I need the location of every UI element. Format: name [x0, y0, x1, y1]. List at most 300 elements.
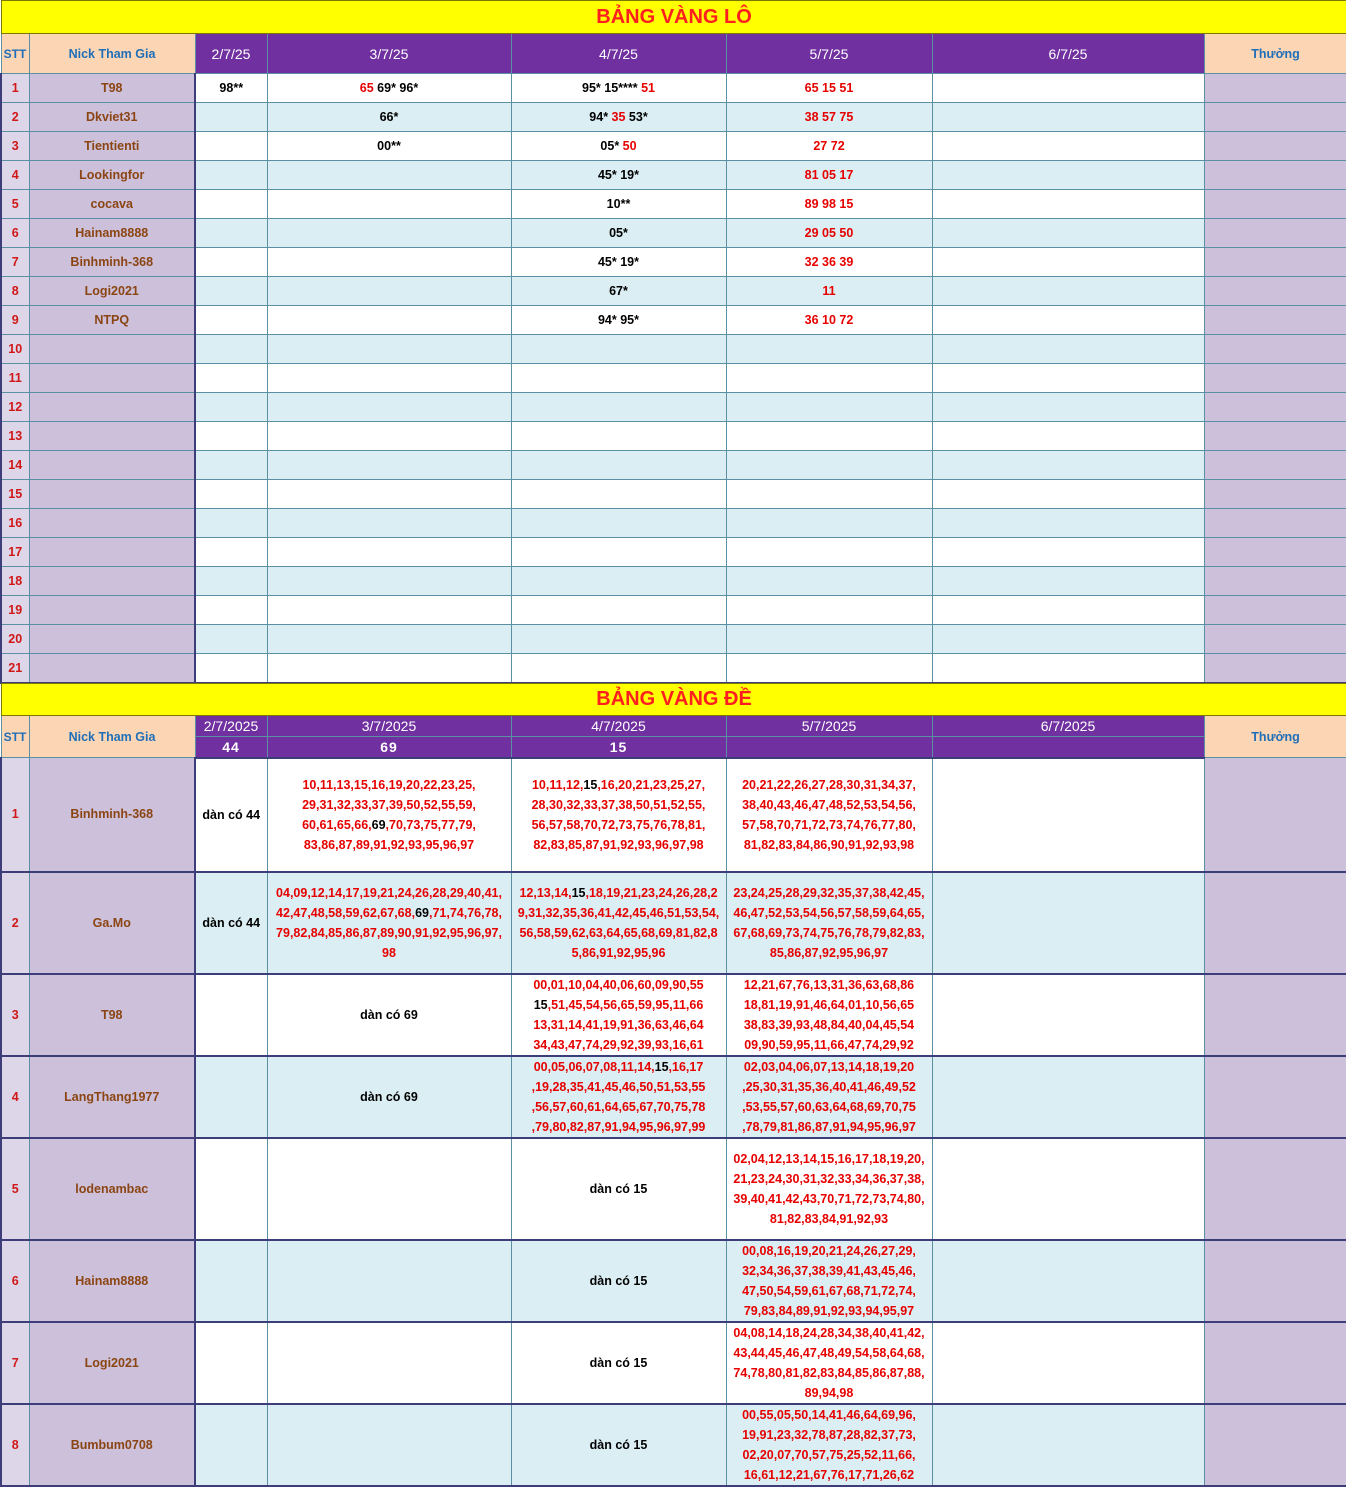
lo-entry-date-5: [932, 625, 1204, 654]
nick-name: lodenambac: [29, 1138, 195, 1240]
lo-entry-date-5: [932, 538, 1204, 567]
nick-name: [29, 364, 195, 393]
lo-entry-date-5: [932, 509, 1204, 538]
cell-text: 15: [654, 1059, 669, 1074]
lo-entry-date-1: [195, 306, 267, 335]
lo-entry-date-2: [267, 364, 511, 393]
lo-entry-date-5: [932, 306, 1204, 335]
lo-entry-date-3: [511, 393, 726, 422]
prize-cell: [1204, 509, 1346, 538]
cell-text: 28,30,32,33,37,38,50,51,52,55,: [531, 797, 706, 812]
lo-entry-date-4: [726, 277, 932, 306]
de-entry-date-1: [195, 1138, 267, 1240]
cell-text: ,53,55,57,60,63,64,68,69,70,75: [742, 1099, 916, 1114]
nick-name: [29, 422, 195, 451]
lo-entry-date-4: [726, 248, 932, 277]
lo-entry-date-4: [726, 335, 932, 364]
lo-entry-date-2: [267, 596, 511, 625]
nick-name: [29, 451, 195, 480]
lo-entry-date-1: [195, 364, 267, 393]
de-entry-date-4: [726, 974, 932, 1056]
cell-text: 47,50,54,59,61,67,68,71,72,74,: [742, 1283, 916, 1298]
lo-entry-date-5: [932, 219, 1204, 248]
lo-entry-date-4: [726, 596, 932, 625]
lo-entry-date-1: [195, 567, 267, 596]
nick-name: Logi2021: [29, 1322, 195, 1404]
prize-cell: [1204, 132, 1346, 161]
cell-text: 29,31,32,33,37,39,50,52,55,59,: [302, 797, 476, 812]
cell-text: 65 15 51: [804, 81, 854, 95]
cell-text: 05*: [609, 226, 628, 240]
cell-text: 20,21,22,26,27,28,30,31,34,37,: [742, 777, 916, 792]
nick-name: [29, 480, 195, 509]
lo-entry-date-4: [726, 190, 932, 219]
prize-cell: [1204, 306, 1346, 335]
prize-cell: [1204, 567, 1346, 596]
row-number: 5: [1, 1138, 29, 1240]
prize-cell: [1204, 596, 1346, 625]
cell-text: 5,86,91,92,95,96: [571, 945, 666, 960]
cell-text: 15: [571, 885, 586, 900]
nick-name: Ga.Mo: [29, 872, 195, 974]
cell-text: 69: [415, 905, 429, 920]
de-entry-date-5: [932, 1322, 1204, 1404]
nick-name: Dkviet31: [29, 103, 195, 132]
de-row: [1, 758, 1346, 872]
de-entry-date-5: [932, 1240, 1204, 1322]
cell-text: dàn có 15: [589, 1273, 648, 1288]
cell-text: 02,20,07,70,57,75,25,52,11,66,: [742, 1447, 916, 1462]
de-result-4: [726, 737, 932, 758]
row-number: 6: [1, 219, 29, 248]
lo-entry-date-1: [195, 132, 267, 161]
de-header-date-2: 3/7/2025: [267, 716, 511, 737]
de-entry-date-3: [511, 1138, 726, 1240]
de-entry-date-5: [932, 872, 1204, 974]
lo-entry-date-2: [267, 625, 511, 654]
de-result-3: 15: [511, 737, 726, 758]
prize-cell: [1204, 364, 1346, 393]
lo-entry-date-4: [726, 306, 932, 335]
lo-entry-date-4: [726, 538, 932, 567]
lo-entry-date-1: [195, 190, 267, 219]
nick-name: Tientienti: [29, 132, 195, 161]
lo-entry-date-4: [726, 161, 932, 190]
de-entry-date-4: [726, 1322, 932, 1404]
de-row: [1, 1404, 1346, 1486]
lo-entry-date-2: [267, 248, 511, 277]
lo-entry-date-3: [511, 248, 726, 277]
row-number: 2: [1, 103, 29, 132]
cell-text: 89,94,98: [804, 1385, 854, 1400]
cell-text: 79,82,84,85,86,87,89,90,91,92,95,96,97,: [276, 925, 502, 940]
cell-text: 15: [533, 997, 548, 1012]
row-number: 2: [1, 872, 29, 974]
prize-cell: [1204, 538, 1346, 567]
cell-text: 56,57,58,70,72,73,75,76,78,81,: [531, 817, 706, 832]
cell-text: ,78,79,81,86,87,91,94,95,96,97: [742, 1119, 916, 1134]
cell-text: 56,58,59,62,63,64,65,68,69,81,82,8: [519, 925, 718, 940]
de-result-2: 69: [267, 737, 511, 758]
de-entry-date-1: [195, 758, 267, 872]
lo-row: [1, 393, 1346, 422]
cell-text: 69* 96*: [373, 81, 419, 95]
lo-entry-date-5: [932, 74, 1204, 103]
lo-entry-date-5: [932, 393, 1204, 422]
prize-cell: [1204, 654, 1346, 683]
cell-text: 85,86,87,92,95,96,97: [769, 945, 889, 960]
cell-text: 66*: [379, 110, 399, 124]
de-entry-date-2: [267, 758, 511, 872]
de-entry-date-1: [195, 872, 267, 974]
lo-entry-date-2: [267, 132, 511, 161]
lo-entry-date-4: [726, 654, 932, 683]
cell-text: 60,61,65,66,: [302, 817, 372, 832]
cell-text: ,79,80,82,87,91,94,95,96,97,99: [531, 1119, 706, 1134]
cell-text: 67,68,69,73,74,75,76,78,79,82,83,: [733, 925, 925, 940]
cell-text: 69: [371, 817, 386, 832]
cell-text: 43,44,45,46,47,48,49,54,58,64,68,: [733, 1345, 925, 1360]
de-header-prize: Thưởng: [1204, 716, 1346, 758]
row-number: 8: [1, 1404, 29, 1486]
lo-entry-date-3: [511, 132, 726, 161]
de-title: BẢNG VÀNG ĐỀ: [1, 684, 1346, 716]
prize-cell: [1204, 161, 1346, 190]
lo-row: [1, 364, 1346, 393]
cell-text: 00,01,10,04,40,06,60,09,90,55: [533, 977, 704, 992]
cell-text: 36 10 72: [804, 313, 854, 327]
de-entry-date-3: [511, 758, 726, 872]
lo-entry-date-4: [726, 219, 932, 248]
de-row: [1, 974, 1346, 1056]
lo-row: [1, 335, 1346, 364]
cell-text: 42,47,48,58,59,62,67,68,: [276, 905, 416, 920]
row-number: 11: [1, 364, 29, 393]
lo-row: [1, 654, 1346, 683]
prize-cell: [1204, 1404, 1346, 1486]
lo-entry-date-1: [195, 451, 267, 480]
lo-row: [1, 480, 1346, 509]
prize-cell: [1204, 277, 1346, 306]
de-entry-date-2: [267, 1138, 511, 1240]
de-entry-date-5: [932, 758, 1204, 872]
de-entry-date-3: [511, 872, 726, 974]
cell-text: 45* 19*: [597, 168, 639, 182]
cell-text: 39,40,41,42,43,70,71,72,73,74,80,: [733, 1191, 925, 1206]
prize-cell: [1204, 1322, 1346, 1404]
lo-entry-date-4: [726, 625, 932, 654]
cell-text: 50: [622, 139, 637, 153]
prize-cell: [1204, 974, 1346, 1056]
nick-name: [29, 538, 195, 567]
lo-entry-date-1: [195, 654, 267, 683]
lo-table: [0, 0, 1346, 684]
de-entry-date-2: [267, 1404, 511, 1486]
cell-text: 16,61,12,21,67,76,17,71,26,62: [743, 1467, 915, 1482]
lo-row: [1, 509, 1346, 538]
lo-header-prize: Thưởng: [1204, 34, 1346, 74]
lo-entry-date-3: [511, 306, 726, 335]
cell-text: 29 05 50: [804, 226, 854, 240]
de-entry-date-1: [195, 1056, 267, 1138]
cell-text: 00,55,05,50,14,41,46,64,69,96,: [742, 1407, 916, 1422]
lo-entry-date-1: [195, 480, 267, 509]
cell-text: dàn có 69: [360, 1007, 418, 1022]
lo-entry-date-1: [195, 277, 267, 306]
de-entry-date-5: [932, 974, 1204, 1056]
lo-row: [1, 248, 1346, 277]
cell-text: 00,05,06,07,08,11,14,: [533, 1059, 655, 1074]
de-entry-date-4: [726, 1056, 932, 1138]
cell-text: dàn có 44: [202, 915, 261, 930]
row-number: 4: [1, 1056, 29, 1138]
lo-entry-date-1: [195, 625, 267, 654]
de-entry-date-5: [932, 1404, 1204, 1486]
lo-entry-date-3: [511, 364, 726, 393]
lo-row: [1, 74, 1346, 103]
lo-entry-date-1: [195, 74, 267, 103]
lo-title: BẢNG VÀNG LÔ: [1, 1, 1346, 34]
lo-entry-date-1: [195, 219, 267, 248]
lo-entry-date-3: [511, 509, 726, 538]
cell-text: 38,83,39,93,48,84,40,04,45,54: [743, 1017, 915, 1032]
row-number: 8: [1, 277, 29, 306]
prize-cell: [1204, 451, 1346, 480]
de-header-nick: Nick Tham Gia: [29, 716, 195, 758]
row-number: 3: [1, 974, 29, 1056]
de-result-5: [932, 737, 1204, 758]
lo-entry-date-3: [511, 335, 726, 364]
row-number: 21: [1, 654, 29, 683]
cell-text: 38 57 75: [804, 110, 854, 124]
lo-entry-date-3: [511, 190, 726, 219]
lo-entry-date-4: [726, 103, 932, 132]
nick-name: Lookingfor: [29, 161, 195, 190]
cell-text: 12,21,67,76,13,31,36,63,68,86: [743, 977, 915, 992]
nick-name: Binhminh-368: [29, 248, 195, 277]
row-number: 6: [1, 1240, 29, 1322]
de-header-date-4: 5/7/2025: [726, 716, 932, 737]
de-entry-date-4: [726, 872, 932, 974]
cell-text: 79,83,84,89,91,92,93,94,95,97: [743, 1303, 915, 1318]
cell-text: 02,03,04,06,07,13,14,18,19,20: [743, 1059, 915, 1074]
lo-entry-date-2: [267, 161, 511, 190]
lo-entry-date-3: [511, 625, 726, 654]
lo-row: [1, 190, 1346, 219]
prize-cell: [1204, 1240, 1346, 1322]
lo-entry-date-1: [195, 335, 267, 364]
lo-entry-date-3: [511, 596, 726, 625]
cell-text: dàn có 15: [589, 1355, 648, 1370]
de-entry-date-1: [195, 1322, 267, 1404]
cell-text: 04,09,12,14,17,19,21,24,26,28,29,40,41,: [276, 885, 502, 900]
cell-text: ,16,17: [668, 1059, 704, 1074]
nick-name: T98: [29, 974, 195, 1056]
nick-name: Binhminh-368: [29, 758, 195, 872]
prize-cell: [1204, 335, 1346, 364]
lo-entry-date-5: [932, 364, 1204, 393]
prize-cell: [1204, 103, 1346, 132]
lo-entry-date-5: [932, 654, 1204, 683]
lo-entry-date-4: [726, 509, 932, 538]
cell-text: 65: [359, 81, 374, 95]
cell-text: 00,08,16,19,20,21,24,26,27,29,: [742, 1243, 916, 1258]
prize-cell: [1204, 393, 1346, 422]
prize-cell: [1204, 480, 1346, 509]
prize-cell: [1204, 190, 1346, 219]
row-number: 7: [1, 1322, 29, 1404]
lo-entry-date-2: [267, 538, 511, 567]
cell-text: ,71,74,76,78,: [428, 905, 502, 920]
lo-entry-date-2: [267, 335, 511, 364]
cell-text: 35: [611, 110, 626, 124]
prize-cell: [1204, 74, 1346, 103]
cell-text: ,18,19,21,23,24,26,28,2: [585, 885, 718, 900]
de-entry-date-3: [511, 1404, 726, 1486]
prize-cell: [1204, 248, 1346, 277]
cell-text: 98: [382, 945, 396, 960]
cell-text: 9,31,32,35,36,41,42,45,46,51,53,54,: [517, 905, 720, 920]
lo-entry-date-1: [195, 538, 267, 567]
lo-entry-date-5: [932, 335, 1204, 364]
prize-cell: [1204, 219, 1346, 248]
lo-entry-date-5: [932, 161, 1204, 190]
de-header-date-3: 4/7/2025: [511, 716, 726, 737]
lo-entry-date-4: [726, 364, 932, 393]
cell-text: 83,86,87,89,91,92,93,95,96,97: [303, 837, 475, 852]
row-number: 15: [1, 480, 29, 509]
lo-entry-date-3: [511, 277, 726, 306]
row-number: 13: [1, 422, 29, 451]
lo-entry-date-5: [932, 190, 1204, 219]
lo-header-date-3: 4/7/25: [511, 34, 726, 74]
row-number: 19: [1, 596, 29, 625]
row-number: 16: [1, 509, 29, 538]
de-entry-date-4: [726, 1138, 932, 1240]
lo-entry-date-1: [195, 161, 267, 190]
lo-entry-date-3: [511, 74, 726, 103]
lo-entry-date-2: [267, 219, 511, 248]
row-number: 20: [1, 625, 29, 654]
lo-entry-date-4: [726, 567, 932, 596]
de-row: [1, 1056, 1346, 1138]
lo-entry-date-3: [511, 103, 726, 132]
lo-header-date-1: 2/7/25: [195, 34, 267, 74]
cell-text: ,25,30,31,35,36,40,41,46,49,52: [742, 1079, 916, 1094]
cell-text: 89 98 15: [804, 197, 854, 211]
lo-row: [1, 306, 1346, 335]
prize-cell: [1204, 1056, 1346, 1138]
cell-text: 00**: [377, 139, 401, 153]
cell-text: 10,11,12,: [531, 777, 584, 792]
lo-entry-date-5: [932, 277, 1204, 306]
prize-cell: [1204, 1138, 1346, 1240]
cell-text: 13,31,14,41,19,91,36,63,46,64: [533, 1017, 704, 1032]
cell-text: ,70,73,75,77,79,: [385, 817, 476, 832]
cell-text: ,16,20,21,23,25,27,: [597, 777, 706, 792]
lo-entry-date-1: [195, 393, 267, 422]
lo-header-date-2: 3/7/25: [267, 34, 511, 74]
lo-entry-date-5: [932, 480, 1204, 509]
lo-entry-date-1: [195, 509, 267, 538]
de-header-stt: STT: [1, 716, 29, 758]
de-entry-date-1: [195, 1240, 267, 1322]
lo-header-date-4: 5/7/25: [726, 34, 932, 74]
cell-text: 19,91,23,32,78,87,28,82,37,73,: [742, 1427, 916, 1442]
de-row: [1, 1138, 1346, 1240]
lo-entry-date-2: [267, 654, 511, 683]
de-entry-date-1: [195, 974, 267, 1056]
nick-name: [29, 654, 195, 683]
cell-text: dàn có 69: [360, 1089, 418, 1104]
lo-entry-date-2: [267, 190, 511, 219]
row-number: 7: [1, 248, 29, 277]
row-number: 14: [1, 451, 29, 480]
de-entry-date-3: [511, 1056, 726, 1138]
nick-name: Logi2021: [29, 277, 195, 306]
cell-text: 82,83,85,87,91,92,93,96,97,98: [533, 837, 704, 852]
de-table: [0, 683, 1346, 1487]
cell-text: 53*: [625, 110, 648, 124]
cell-text: dàn có 15: [589, 1437, 648, 1452]
lo-header-date-5: 6/7/25: [932, 34, 1204, 74]
de-result-1: 44: [195, 737, 267, 758]
row-number: 17: [1, 538, 29, 567]
lo-entry-date-3: [511, 567, 726, 596]
row-number: 12: [1, 393, 29, 422]
lo-row: [1, 567, 1346, 596]
cell-text: 81,82,83,84,91,92,93: [769, 1211, 889, 1226]
nick-name: [29, 625, 195, 654]
cell-text: 67*: [609, 284, 628, 298]
cell-text: dàn có 15: [589, 1181, 648, 1196]
de-entry-date-5: [932, 1056, 1204, 1138]
lo-entry-date-1: [195, 248, 267, 277]
de-entry-date-2: [267, 1056, 511, 1138]
cell-text: 46,47,52,53,54,56,57,58,59,64,65,: [733, 905, 925, 920]
de-entry-date-4: [726, 1404, 932, 1486]
de-row: [1, 872, 1346, 974]
lo-entry-date-5: [932, 596, 1204, 625]
de-entry-date-2: [267, 1322, 511, 1404]
cell-text: 02,04,12,13,14,15,16,17,18,19,20,: [733, 1151, 925, 1166]
nick-name: Bumbum0708: [29, 1404, 195, 1486]
lo-entry-date-3: [511, 538, 726, 567]
prize-cell: [1204, 872, 1346, 974]
lo-entry-date-1: [195, 422, 267, 451]
prize-cell: [1204, 758, 1346, 872]
de-entry-date-5: [932, 1138, 1204, 1240]
cell-text: ,51,45,54,56,65,59,95,11,66: [547, 997, 704, 1012]
de-entry-date-3: [511, 974, 726, 1056]
lo-entry-date-3: [511, 654, 726, 683]
row-number: 10: [1, 335, 29, 364]
row-number: 18: [1, 567, 29, 596]
lo-entry-date-1: [195, 596, 267, 625]
row-number: 1: [1, 758, 29, 872]
de-entry-date-3: [511, 1240, 726, 1322]
de-entry-date-2: [267, 872, 511, 974]
lo-entry-date-3: [511, 480, 726, 509]
lo-entry-date-2: [267, 393, 511, 422]
de-entry-date-3: [511, 1322, 726, 1404]
lo-entry-date-5: [932, 451, 1204, 480]
lo-row: [1, 625, 1346, 654]
de-entry-date-4: [726, 758, 932, 872]
nick-name: T98: [29, 74, 195, 103]
nick-name: [29, 393, 195, 422]
cell-text: 81 05 17: [804, 168, 854, 182]
